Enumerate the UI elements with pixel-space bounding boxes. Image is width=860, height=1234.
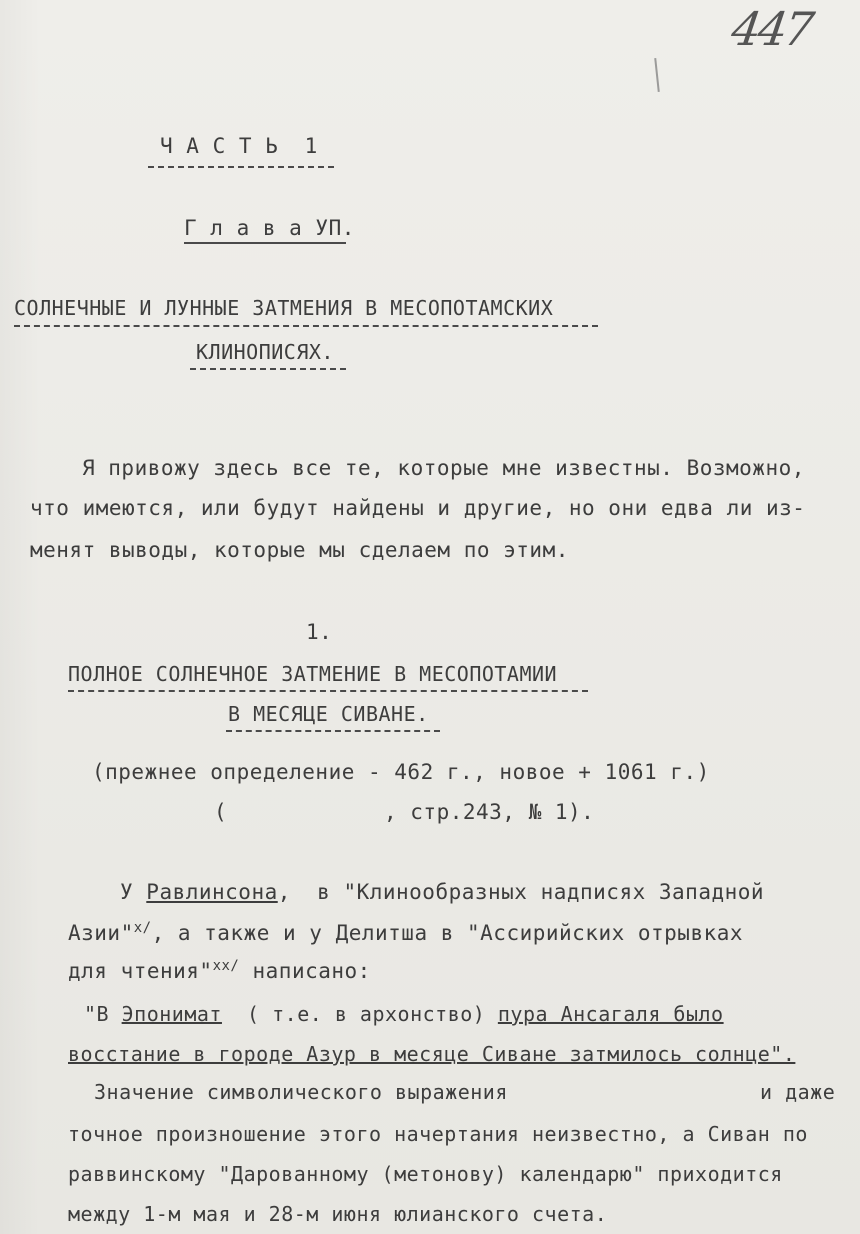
chapter-title-underline2: [190, 368, 346, 370]
quote-line-2: восстание в городе Азур в месяце Сиване затмилось солнце".: [68, 1042, 796, 1066]
chapter-title-underline1: [14, 325, 598, 327]
part-heading: Ч А С Т Ь 1: [160, 134, 318, 158]
body-line-3: [68, 958, 371, 983]
intro-line-3: менят выводы, которые мы сделаем по этим.: [30, 538, 569, 562]
chapter-title-line1: СОЛНЕЧНЫЕ И ЛУННЫЕ ЗАТМЕНИЯ В МЕСОПОТАМСКИХ: [14, 296, 554, 320]
quote-line-1: [84, 1002, 724, 1026]
text-fragment: для чтения": [68, 959, 213, 983]
body-line-1: [120, 880, 764, 904]
dating-note: (прежнее определение - 462 г., новое + 1061 г.): [92, 760, 710, 784]
section-title-line2: В МЕСЯЦЕ СИВАНЕ.: [228, 702, 429, 726]
chapter-title-line2: КЛИНОПИСЯХ.: [196, 340, 334, 364]
section-title-underline1: [68, 690, 588, 692]
intro-line-1: Я привожу здесь все те, которые мне известны. Возможно,: [82, 456, 805, 480]
text-fragment: написано:: [239, 959, 371, 983]
body-line-2: [68, 920, 743, 945]
chapter-underline: [184, 242, 346, 244]
reference-page: , стр.243, № 1).: [384, 800, 595, 824]
section-number: 1.: [306, 620, 333, 644]
reference-open: (: [214, 800, 228, 824]
footnote-mark-2: xx/: [212, 958, 240, 974]
text-fragment: , а также и у Делитша в "Ассирийских отрывках: [151, 921, 744, 945]
quote-underlined-fragment: пура Ансагаля было: [497, 1002, 724, 1026]
handwritten-page-number: 447: [728, 2, 815, 56]
text-fragment: , в "Клинообразных надписях Западной: [277, 880, 765, 904]
chapter-heading: Г л а в а УП.: [184, 216, 355, 240]
section-title-underline2: [226, 730, 440, 732]
intro-line-2: что имеются, или будут найдены и другие, но они едва ли из-: [30, 496, 806, 520]
section-title-line1: ПОЛНОЕ СОЛНЕЧНОЕ ЗАТМЕНИЕ В МЕСОПОТАМИИ: [68, 662, 558, 686]
text-fragment: ( т.е. в архонство): [221, 1002, 498, 1026]
text-fragment: "В: [84, 1002, 122, 1026]
footnote-mark-1: x/: [133, 920, 152, 936]
eponym-term: Эпонимат: [121, 1002, 222, 1026]
text-fragment: Азии": [68, 921, 134, 945]
part-underline: [148, 166, 334, 168]
author-name-rawlinson: Равлинсона: [146, 880, 278, 904]
body-line-5: точное произношение этого начертания неизвестно, а Сиван по: [68, 1122, 808, 1146]
text-fragment: У: [120, 880, 147, 904]
body-line-6: раввинскому "Дарованному (метонову) календарю" приходится: [68, 1162, 783, 1186]
body-line-4b: и даже: [760, 1080, 836, 1104]
body-line-4a: Значение символического выражения: [94, 1080, 508, 1104]
pen-mark: [654, 58, 660, 92]
body-line-7: между 1-м мая и 28-м июня юлианского счета.: [68, 1202, 608, 1226]
